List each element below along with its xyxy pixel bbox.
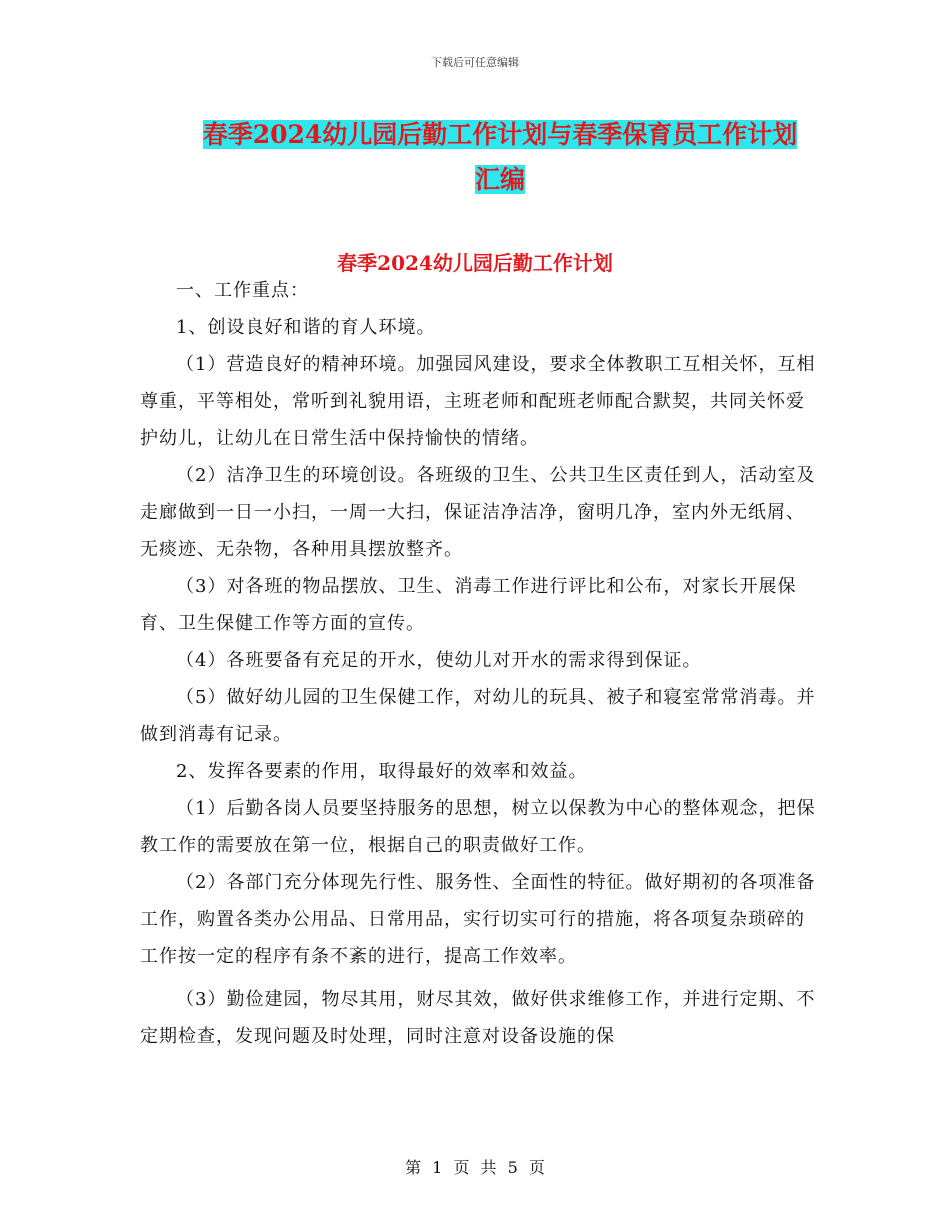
item-2-heading: 2、发挥各要素的作用，取得最好的效率和效益。 — [176, 761, 588, 782]
document-title-line-2: 汇编 — [474, 165, 525, 194]
document-title — [140, 112, 860, 202]
paragraph-1-2: （2）洁净卫生的环境创设。各班级的卫生、公共卫生区责任到人，活动室及走廊做到一日一小扫，一周一大扫，保证洁净洁净，窗明几净，室内外无纸屑、无痰迹、无杂物，各种用具摆放整齐。 — [140, 465, 816, 560]
paragraph-2-1: （1）后勤各岗人员要坚持服务的思想，树立以保教为中心的整体观念，把保教工作的需要放在第一位，根据自己的职责做好工作。 — [140, 798, 816, 856]
item-1-heading: 1、创设良好和谐的育人环境。 — [176, 317, 436, 338]
paragraph-1-1: （1）营造良好的精神环境。加强园风建设，要求全体教职工互相关怀，互相尊重，平等相处，常听到礼貌用语，主班老师和配班老师配合默契，共同关怀爱护幼儿，让幼儿在日常生活中保持愉快的情绪。 — [140, 354, 816, 449]
section-title: 春季2024幼儿园后勤工作计划 — [337, 251, 613, 275]
body-text — [140, 272, 816, 1055]
paragraph-1-4: （4）各班要备有充足的开水，使幼儿对开水的需求得到保证。 — [176, 650, 702, 671]
paragraph-2-3: （3）勤俭建园，物尽其用，财尽其效，做好供求维修工作，并进行定期、不定期检查，发现问题及时处理，同时注意对设备设施的保 — [140, 989, 816, 1047]
header-note: 下载后可任意编辑 — [431, 56, 519, 69]
paragraph-2-2: （2）各部门充分体现先行性、服务性、全面性的特征。做好期初的各项准备工作，购置各类办公用品、日常用品，实行切实可行的措施，将各项复杂琐碎的工作按一定的程序有条不紊的进行，提高工作效率。 — [140, 872, 816, 967]
heading-work-focus: 一、工作重点： — [176, 280, 309, 301]
paragraph-1-3: （3）对各班的物品摆放、卫生、消毒工作进行评比和公布，对家长开展保育、卫生保健工作等方面的宣传。 — [140, 576, 797, 634]
document-title-line-1: 春季2024幼儿园后勤工作计划与春季保育员工作计划 — [202, 120, 798, 149]
paragraph-1-5: （5）做好幼儿园的卫生保健工作，对幼儿的玩具、被子和寝室常常消毒。并做到消毒有记录。 — [140, 687, 816, 745]
page-footer: 第 1 页 共 5 页 — [405, 1158, 545, 1177]
